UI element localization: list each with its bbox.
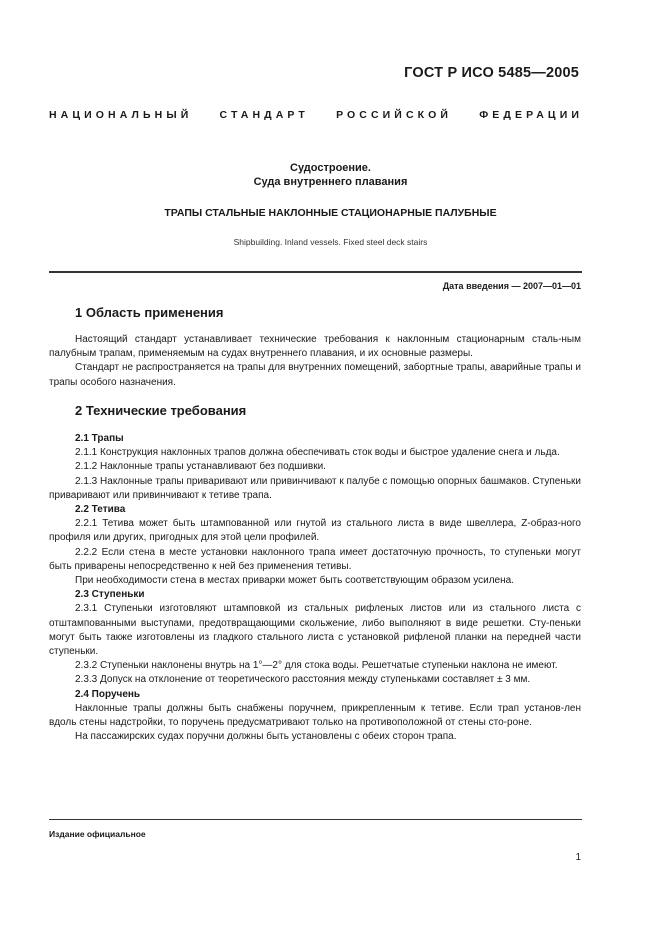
paragraph: Настоящий стандарт устанавливает технические требования к наклонным стационарным сталь-ным палубным трапам, применяемым на судах внутреннего плавания, и их основные размеры. — [49, 334, 581, 360]
paragraph: Стандарт не распространяется на трапы для внутренних помещений, забортные трапы, аварийные трапы и трапы особого назначения. — [49, 362, 581, 388]
paragraph: На пассажирских судах поручни должны быть установлены с обеих сторон трапа. — [75, 731, 457, 743]
document-code: ГОСТ Р ИСО 5485—2005 — [404, 65, 579, 81]
paragraph: 2.2.2 Если стена в месте установки наклонного трапа имеет достаточную прочность, то ступеньки могут быть приварены непосредственно к ней без применения тетивы. — [49, 546, 581, 572]
subsection-heading: 2.3 Ступеньки — [75, 589, 145, 601]
subsection-heading: 2.4 Поручень — [75, 688, 141, 700]
paragraph: 2.1.1 Конструкция наклонных трапов должна обеспечивать сток воды и быстрое удаление снега и льда. — [75, 447, 560, 459]
section-2-heading: 2 Технические требования — [75, 403, 247, 418]
title-line-2: Суда внутреннего плавания — [253, 176, 408, 188]
subsection-heading: 2.2 Тетива — [75, 504, 126, 516]
subsection-heading: 2.1 Трапы — [75, 433, 124, 444]
paragraph: 2.1.3 Наклонные трапы приваривают или привинчивают к палубе с помощью опорных башмаков. Ступеньки приваривают или привинчивают к тетиве трапа. — [49, 475, 581, 501]
section-2-body — [49, 432, 581, 744]
section-1-heading: 1 Область применения — [75, 305, 224, 320]
introduction-date: Дата введения — 2007—01—01 — [442, 281, 581, 291]
header-divider — [49, 271, 582, 273]
paragraph: 2.3.1 Ступеньки изготовляют штамповкой из стальных рифленых листов или из стального листа с отштампованными выступами, предотвращающими скольжение, либо выполняют в виде решетки. Сту-пеньки могут быть также изготовлены из гладкого стального листа с установкой рифленой планки на передней части ступеньки. — [49, 603, 581, 658]
footer-divider — [49, 819, 582, 820]
paragraph: 2.3.2 Ступеньки наклонены внутрь на 1°—2° для стока воды. Решетчатые ступеньки наклона не имеют. — [75, 660, 558, 672]
paragraph: Наклонные трапы должны быть снабжены поручнем, прикрепленным к тетиве. Если трап установ-лен вдоль стены надстройки, то поручень предусматривают только на противоположной от стены сто-роне. — [49, 702, 581, 729]
paragraph: При необходимости стена в местах приварки может быть соответствующим образом усилена. — [75, 575, 514, 587]
title-line-1: Судостроение. — [290, 162, 371, 174]
english-title: Shipbuilding. Inland vessels. Fixed steel deck stairs — [233, 237, 428, 247]
national-standard-banner: НАЦИОНАЛЬНЫЙ СТАНДАРТ РОССИЙСКОЙ ФЕДЕРАЦИИ — [49, 109, 583, 121]
edition-note: Издание официальное — [49, 829, 146, 839]
paragraph: 2.3.3 Допуск на отклонение от теоретического расстояния между ступеньками составляет ± 3 мм. — [75, 674, 531, 686]
page-number: 1 — [575, 852, 581, 863]
main-title: ТРАПЫ СТАЛЬНЫЕ НАКЛОННЫЕ СТАЦИОНАРНЫЕ ПАЛУБНЫЕ — [164, 207, 497, 219]
paragraph: 2.1.2 Наклонные трапы устанавливают без подшивки. — [75, 461, 326, 473]
paragraph: 2.2.1 Тетива может быть штампованной или гнутой из стального листа в виде швеллера, Z-образ-ного профиля или других, пригодных для этой цели профилей. — [49, 518, 581, 544]
section-1-body — [49, 333, 581, 390]
